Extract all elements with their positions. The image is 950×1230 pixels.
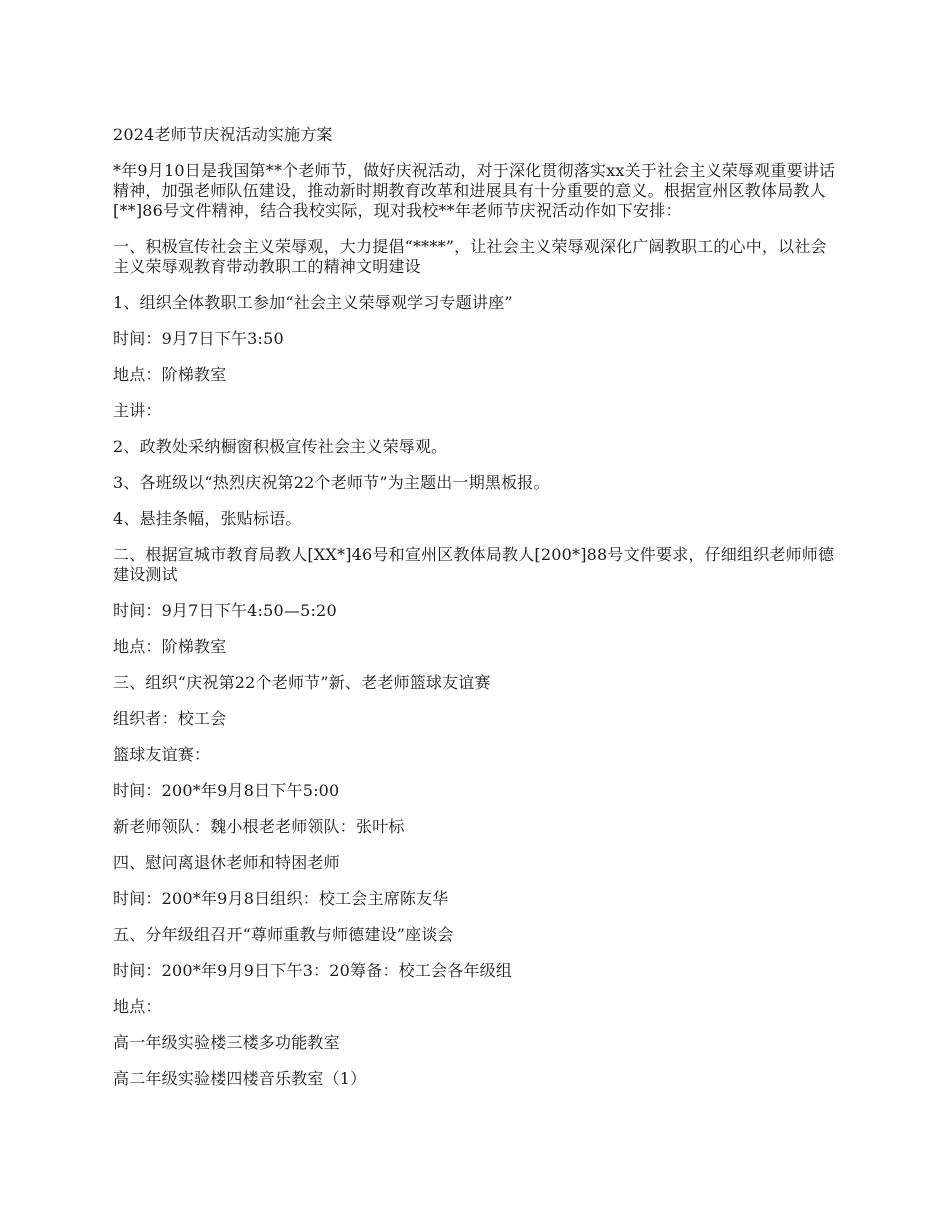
section-four-heading: 四、慰问离退休老师和特困老师 bbox=[113, 853, 340, 872]
item-4-banners: 4、悬挂条幅，张贴标语。 bbox=[113, 509, 302, 528]
test-location: 地点：阶梯教室 bbox=[113, 637, 227, 656]
lecture-time: 时间：9月7日下午3:50 bbox=[113, 329, 284, 348]
team-leaders: 新老师领队：魏小根老老师领队：张叶标 bbox=[113, 817, 405, 836]
forum-time: 时间：200*年9月9日下午3：20筹备：校工会各年级组 bbox=[113, 961, 513, 980]
basketball-label: 篮球友谊赛： bbox=[113, 745, 211, 764]
lecture-location: 地点：阶梯教室 bbox=[113, 365, 227, 384]
intro-paragraph: *年9月10日是我国第**个老师节，做好庆祝活动，对于深化贯彻落实xx关于社会主义荣辱观重要讲话精神，加强老师队伍建设，推动新时期教育改革和进展具有十分重要的意义。根据宣州区教体局教人[**]86号文件精神，结合我校实际，现对我校**年老师节庆祝活动作如下安排： bbox=[113, 161, 836, 220]
item-2-window-display: 2、政教处采纳橱窗积极宣传社会主义荣辱观。 bbox=[113, 437, 448, 456]
document-body bbox=[113, 125, 838, 1105]
section-five-heading: 五、分年级组召开“尊师重教与师德建设”座谈会 bbox=[113, 925, 454, 944]
section-three-heading: 三、组织“庆祝第22个老师节”新、老老师篮球友谊赛 bbox=[113, 673, 491, 692]
test-time: 时间：9月7日下午4:50—5:20 bbox=[113, 601, 337, 620]
organizer: 组织者：校工会 bbox=[113, 709, 227, 728]
lecture-speaker: 主讲： bbox=[113, 401, 162, 420]
forum-location-label: 地点： bbox=[113, 997, 162, 1016]
section-one-heading: 一、积极宣传社会主义荣辱观，大力提倡“****”，让社会主义荣辱观深化广阔教职工的心中，以社会主义荣辱观教育带动教职工的精神文明建设 bbox=[113, 237, 827, 276]
section-two-heading: 二、根据宣城市教育局教人[XX*]46号和宣州区教体局教人[200*]88号文件要求，仔细组织老师师德建设测试 bbox=[113, 545, 835, 584]
grade-two-location: 高二年级实验楼四楼音乐教室（1） bbox=[113, 1069, 367, 1088]
grade-one-location: 高一年级实验楼三楼多功能教室 bbox=[113, 1033, 340, 1052]
item-1-lecture: 1、组织全体教职工参加“社会主义荣辱观学习专题讲座” bbox=[113, 293, 513, 312]
document-title: 2024老师节庆祝活动实施方案 bbox=[113, 125, 333, 144]
item-3-blackboard: 3、各班级以“热烈庆祝第22个老师节”为主题出一期黑板报。 bbox=[113, 473, 550, 492]
basketball-time: 时间：200*年9月8日下午5:00 bbox=[113, 781, 340, 800]
visit-time: 时间：200*年9月8日组织：校工会主席陈友华 bbox=[113, 889, 449, 908]
